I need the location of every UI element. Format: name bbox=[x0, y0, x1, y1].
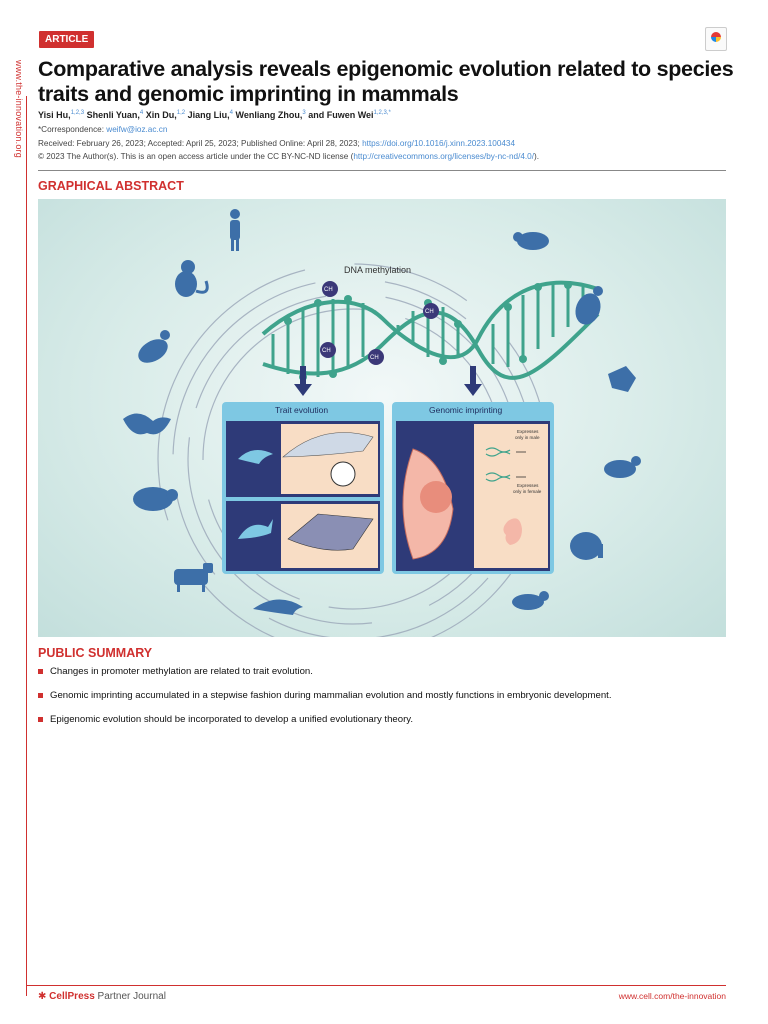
affiliation-sup: 4 bbox=[229, 110, 233, 116]
affiliation-sup: 1,2 bbox=[176, 110, 186, 116]
human-silhouette bbox=[230, 209, 240, 251]
graphical-abstract-figure bbox=[38, 199, 726, 637]
affiliation-sup: 1,2,3,* bbox=[373, 110, 391, 116]
dolphin-silhouette bbox=[253, 599, 303, 615]
monkey-silhouette bbox=[175, 260, 207, 297]
bat-silhouette bbox=[123, 413, 171, 434]
author: Jiang Liu, bbox=[187, 110, 230, 120]
ch3-label: CH bbox=[322, 348, 331, 354]
summary-bullet: Genomic imprinting accumulated in a stepwise fashion during mammalian evolution and mostly functions in embryonic development. bbox=[38, 690, 728, 701]
trait-evolution-panel bbox=[222, 402, 384, 574]
methyl-groups bbox=[320, 281, 439, 365]
dog-silhouette bbox=[604, 456, 641, 478]
author: and Fuwen Wei bbox=[308, 110, 374, 120]
trait-evolution-label: Trait evolution bbox=[275, 405, 329, 415]
correspondence-email-link[interactable]: weifw@ioz.ac.cn bbox=[106, 125, 168, 134]
summary-bullet: Changes in promoter methylation are related to trait evolution. bbox=[38, 666, 728, 677]
author: Yisi Hu, bbox=[38, 110, 71, 120]
author-list bbox=[38, 110, 391, 120]
side-rule bbox=[26, 96, 27, 996]
pig-silhouette bbox=[133, 487, 178, 511]
article-title: Comparative analysis reveals epigenomic evolution related to species traits and genomic imprinting in mammals bbox=[38, 57, 734, 106]
affiliation-sup: 3 bbox=[302, 110, 306, 116]
rodent-silhouette bbox=[134, 330, 172, 368]
author: Xin Du, bbox=[145, 110, 177, 120]
article-dates: Received: February 26, 2023; Accepted: April 25, 2023; Published Online: April 28, 2023; https://doi.org/10.1016/j.xinn.2023.100434 bbox=[38, 139, 516, 148]
header-divider bbox=[38, 170, 726, 171]
article-type-badge: ARTICLE bbox=[39, 31, 94, 48]
male-note: Expresses bbox=[517, 429, 539, 434]
graphical-abstract-heading: GRAPHICAL ABSTRACT bbox=[38, 179, 184, 193]
summary-bullet: Epigenomic evolution should be incorporated to develop a unified evolutionary theory. bbox=[38, 714, 728, 725]
sloth-silhouette bbox=[513, 232, 549, 250]
footer-url-link[interactable]: www.cell.com/the-innovation bbox=[618, 991, 726, 1001]
ch3-label: CH bbox=[324, 287, 333, 293]
arrows bbox=[294, 366, 482, 396]
female-note: only in female bbox=[513, 489, 542, 494]
affiliation-sup: 1,2,3 bbox=[70, 110, 85, 116]
male-note: only in male bbox=[515, 435, 540, 440]
female-note: Expresses bbox=[517, 483, 539, 488]
ch3-label: CH bbox=[370, 355, 379, 361]
license-line: © 2023 The Author(s). This is an open access article under the CC BY-NC-ND license (http://creativecommons.org/licenses/by-nc-nd/4.0/). bbox=[38, 152, 540, 161]
correspondence: *Correspondence: weifw@ioz.ac.cn bbox=[38, 125, 168, 134]
author: Wenliang Zhou, bbox=[235, 110, 303, 120]
kangaroo-silhouette bbox=[571, 286, 604, 328]
footer-brand: ✱ CellPress Partner Journal bbox=[38, 991, 166, 1002]
genomic-imprinting-panel bbox=[392, 402, 554, 574]
glider-silhouette bbox=[608, 366, 636, 392]
cellpress-logo-icon: ✱ bbox=[38, 991, 47, 1002]
license-link[interactable]: http://creativecommons.org/licenses/by-nc-nd/4.0/ bbox=[353, 152, 535, 161]
genomic-imprinting-label: Genomic imprinting bbox=[429, 405, 503, 415]
side-journal-url[interactable]: www.the-innovation.org bbox=[14, 60, 24, 158]
thylacine-silhouette bbox=[512, 591, 549, 610]
public-summary-heading: PUBLIC SUMMARY bbox=[38, 646, 153, 660]
elephant-silhouette bbox=[570, 532, 603, 560]
public-summary-list bbox=[38, 666, 728, 738]
doi-link[interactable]: https://doi.org/10.1016/j.xinn.2023.100434 bbox=[362, 139, 516, 148]
crossmark-icon[interactable] bbox=[705, 27, 727, 51]
footer-divider bbox=[26, 985, 726, 986]
dna-methylation-label: DNA methylation bbox=[344, 265, 412, 275]
ch3-label: CH bbox=[425, 309, 434, 315]
affiliation-sup: 4 bbox=[139, 110, 144, 116]
author: Shenli Yuan, bbox=[86, 110, 140, 120]
